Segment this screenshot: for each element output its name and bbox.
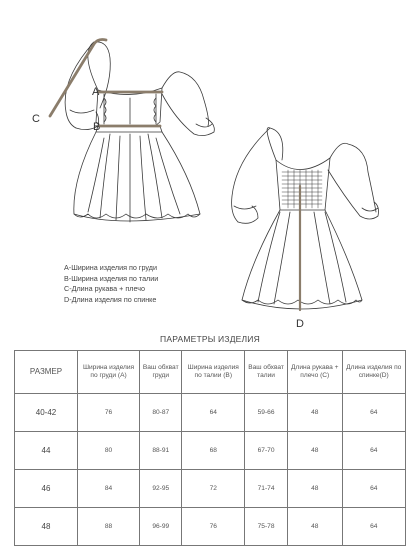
header-sleeve-length: Длина рукава + плечо (С) — [288, 351, 342, 394]
header-bust-girth: Ваш обхват груди — [140, 351, 182, 394]
header-waist-width: Ширина изделия по талии (В) — [182, 351, 245, 394]
cell-size: 48 — [15, 508, 78, 546]
cell-size: 46 — [15, 470, 78, 508]
cell-chest-width: 76 — [78, 394, 140, 432]
cell-chest-width: 80 — [78, 432, 140, 470]
table-row — [15, 432, 406, 470]
table-row — [15, 470, 406, 508]
cell-waist-width: 64 — [182, 394, 245, 432]
cell-sleeve-length: 48 — [288, 394, 342, 432]
cell-sleeve-length: 48 — [288, 470, 342, 508]
legend-item-b: B-Ширина изделия по талии — [64, 273, 159, 283]
legend-item-a: A-Ширина изделия по груди — [64, 263, 157, 272]
cell-sleeve-length: 48 — [288, 432, 342, 470]
cell-back-length: 64 — [342, 432, 406, 470]
header-size: РАЗМЕР — [15, 351, 78, 394]
header-chest-width: Ширина изделия по груди (А) — [78, 351, 140, 394]
measurement-legend — [64, 263, 158, 305]
label-d: D — [296, 318, 304, 330]
cell-waist-girth: 67-70 — [245, 432, 288, 470]
cell-back-length: 64 — [342, 394, 406, 432]
cell-waist-girth: 71-74 — [245, 470, 288, 508]
cell-bust-girth: 92-95 — [140, 470, 182, 508]
back-dress-sketch — [232, 128, 379, 309]
table-row — [15, 508, 406, 546]
cell-chest-width: 88 — [78, 508, 140, 546]
cell-waist-width: 72 — [182, 470, 245, 508]
cell-waist-girth: 59-66 — [245, 394, 288, 432]
label-a: A — [92, 86, 100, 98]
cell-size: 40-42 — [15, 394, 78, 432]
label-b: B — [93, 121, 101, 133]
cell-back-length: 64 — [342, 470, 406, 508]
cell-bust-girth: 96-99 — [140, 508, 182, 546]
table-row — [15, 394, 406, 432]
cell-back-length: 64 — [342, 508, 406, 546]
size-table — [14, 350, 406, 546]
table-header-row — [15, 351, 406, 394]
cell-size: 44 — [15, 432, 78, 470]
cell-chest-width: 84 — [78, 470, 140, 508]
cell-waist-width: 76 — [182, 508, 245, 546]
cell-bust-girth: 88-91 — [140, 432, 182, 470]
cell-waist-girth: 75-78 — [245, 508, 288, 546]
header-back-length: Длина изделия по спинке(D) — [342, 351, 406, 394]
front-dress-sketch — [65, 42, 214, 222]
header-waist-girth: Ваш обхват талии — [245, 351, 288, 394]
legend-item-d: D-Длина изделия по спинке — [64, 294, 157, 304]
measure-line-c — [50, 40, 106, 117]
label-c: C — [32, 113, 40, 125]
legend-item-c: C-Длина рукава + плечо — [64, 284, 145, 294]
cell-bust-girth: 80-87 — [140, 394, 182, 432]
cell-sleeve-length: 48 — [288, 508, 342, 546]
table-title: ПАРАМЕТРЫ ИЗДЕЛИЯ — [160, 334, 260, 344]
cell-waist-width: 68 — [182, 432, 245, 470]
